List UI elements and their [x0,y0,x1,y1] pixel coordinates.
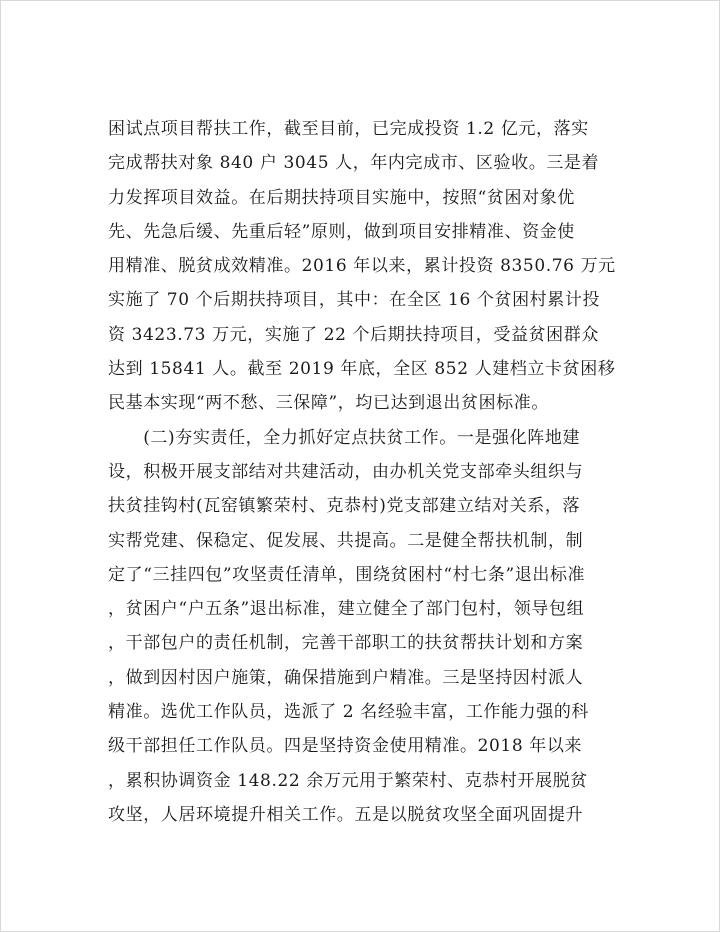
text-line: ，做到因村因户施策，确保措施到户精准。三是坚持因村派人 [108,667,584,688]
text-line: 困试点项目帮扶工作，截至目前，已完成投资 1.2 亿元，落实 [108,119,589,139]
text-line: 先、先急后缓、先重后轻”原则，做到项目安排精准、资金使 [108,221,575,242]
text-line: 实施了 70 个后期扶持项目，其中：在全区 16 个贫困村累计投 [108,290,601,311]
text-line: ，干部包户的责任机制，完善干部职工的扶贫帮扶计划和方案 [108,633,584,654]
text-line: 完成帮扶对象 840 户 3045 人，年内完成市、区验收。三是着 [108,153,600,174]
text-line: 攻坚，人居环境提升相关工作。五是以脱贫攻坚全面巩固提升 [108,804,584,825]
text-line: 力发挥项目效益。在后期扶持项目实施中，按照“贫困对象优 [108,187,575,208]
document-body [108,112,618,832]
text-line: ，累积协调资金 148.22 余万元用于繁荣村、克恭村开展脱贫 [108,770,588,791]
text-line: 扶贫挂钩村(瓦窑镇繁荣村、克恭村)党支部建立结对关系，落 [108,496,581,517]
text-line: 达到 15841 人。截至 2019 年底，全区 852 人建档立卡贫困移 [108,359,616,380]
text-line: ，贫困户“户五条”退出标准，建立健全了部门包村，领导包组 [108,599,585,620]
text-line: 定了“三挂四包”攻坚责任清单，围绕贫困村“村七条”退出标准 [108,564,586,585]
text-line: (二)夯实责任，全力抓好定点扶贫工作。一是强化阵地建 [108,427,581,448]
text-line: 资 3423.73 万元，实施了 22 个后期扶持项目，受益贫困群众 [108,324,599,345]
text-line: 精准。选优工作队员，选派了 2 名经验丰富，工作能力强的科 [108,702,590,723]
text-line: 实帮党建、保稳定、促发展、共提高。二是健全帮扶机制，制 [108,530,584,551]
text-line: 民基本实现“两不愁、三保障”，均已达到退出贫困标准。 [108,393,549,414]
text-line: 级干部担任工作队员。四是坚持资金使用精准。2018 年以来 [108,736,583,757]
text-line: 设，积极开展支部结对共建活动，由办机关党支部牵头组织与 [108,461,584,482]
text-line: 用精准、脱贫成效精准。2016 年以来，累计投资 8350.76 万元 [108,256,616,277]
